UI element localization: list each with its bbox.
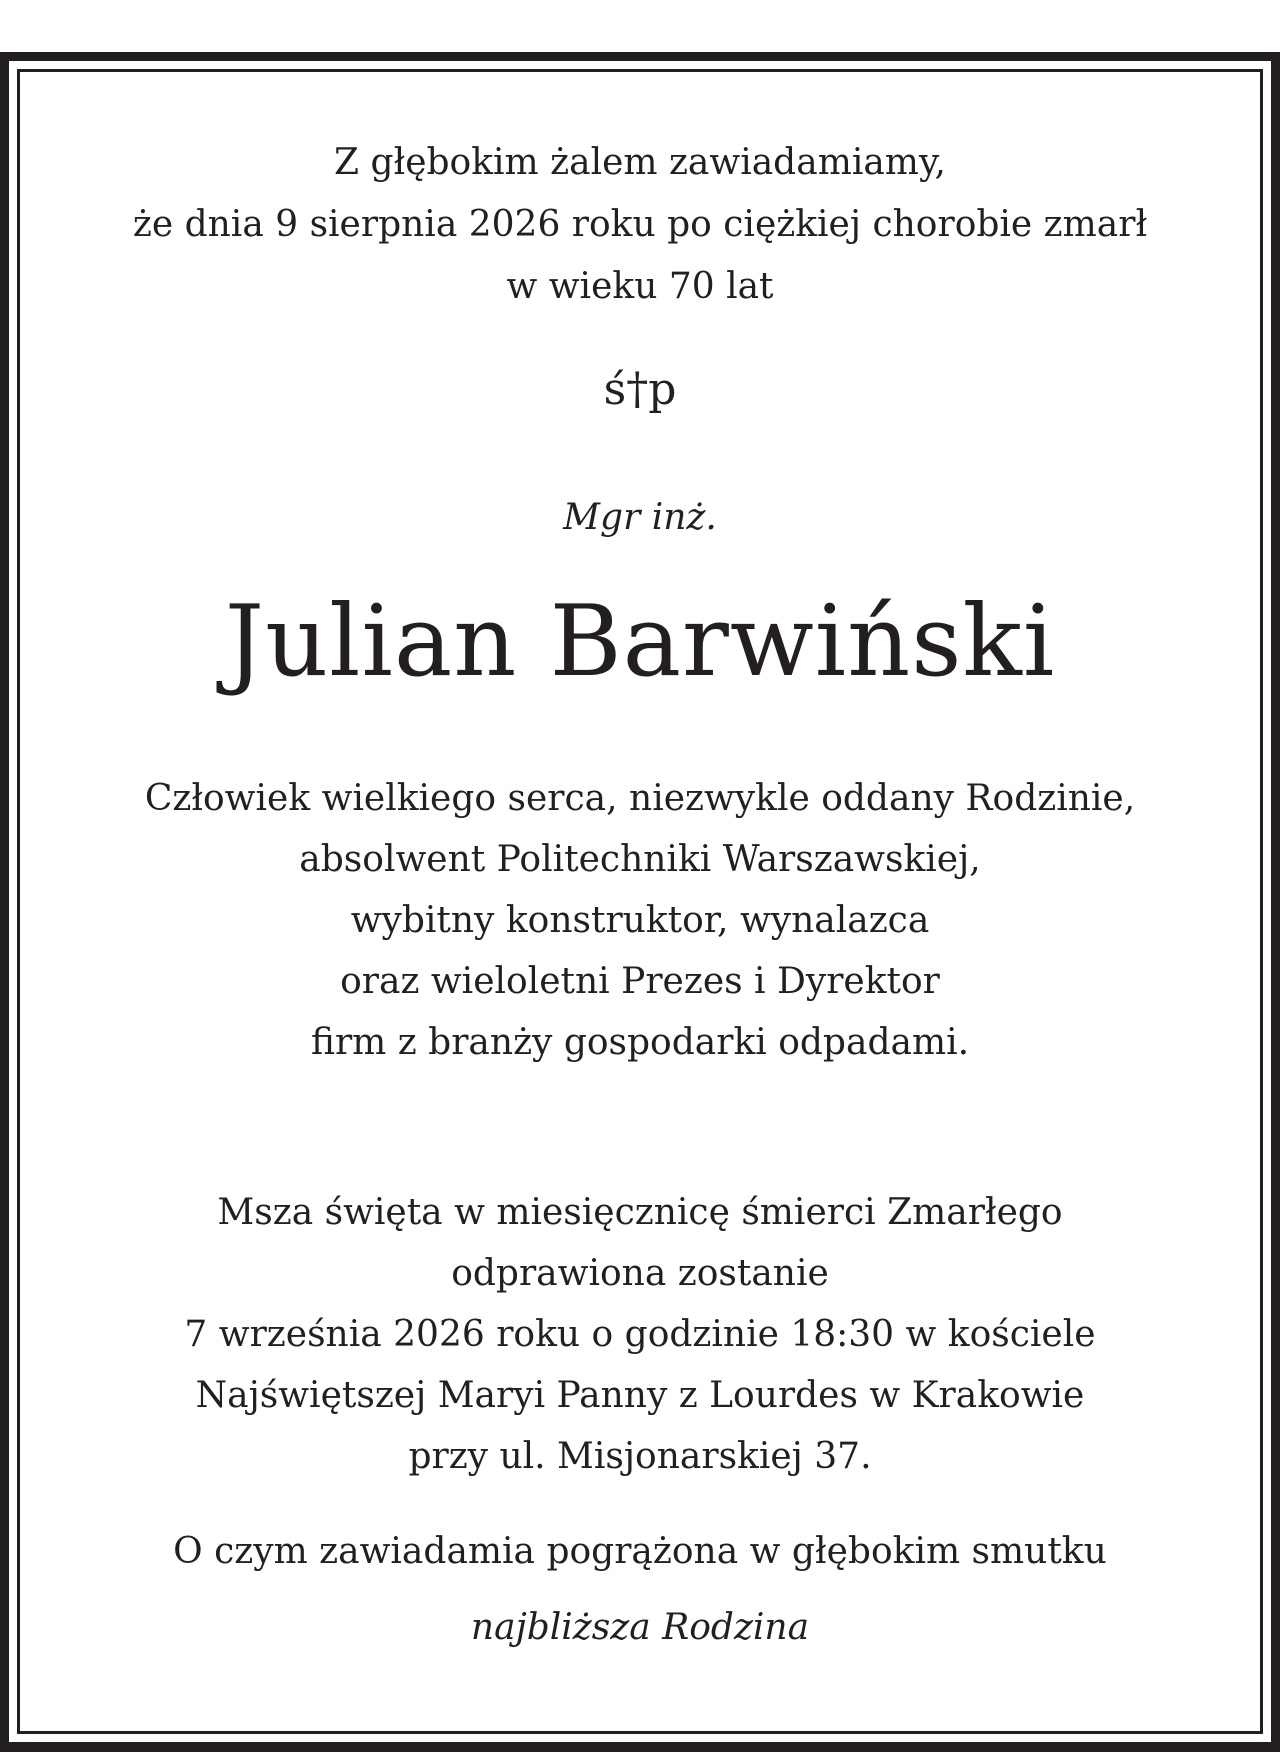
intro-line: że dnia 9 sierpnia 2026 roku po ciężkiej chorobie zmarł — [132, 204, 1148, 245]
biography-line: Człowiek wielkiego serca, niezwykle oddany Rodzinie, — [144, 778, 1136, 819]
mass-line: 7 września 2026 roku o godzinie 18:30 w kościele — [184, 1314, 1096, 1355]
academic-title: Mgr inż. — [563, 497, 717, 538]
intro-block — [20, 132, 1260, 318]
intro-line: w wieku 70 lat — [506, 266, 774, 307]
mass-line: Msza święta w miesięcznicę śmierci Zmarłego — [217, 1192, 1063, 1233]
biography-line: absolwent Politechniki Warszawskiej, — [299, 839, 981, 880]
biography-block — [20, 768, 1260, 1073]
obituary-inner-border — [17, 69, 1263, 1734]
mass-line: przy ul. Misjonarskiej 37. — [408, 1436, 872, 1477]
biography-line: firm z branży gospodarki odpadami. — [310, 1022, 970, 1063]
obituary-outer-border — [0, 52, 1280, 1752]
stp-cross-mark: ś†p — [603, 364, 677, 415]
family-signature: najbliższa Rodzina — [470, 1607, 810, 1648]
intro-line: Z głębokim żalem zawiadamiamy, — [334, 142, 946, 183]
deceased-name: Julian Barwiński — [224, 585, 1056, 699]
mass-line: odprawiona zostanie — [451, 1253, 829, 1294]
mass-line: Najświętszej Maryi Panny z Lourdes w Krakowie — [195, 1375, 1085, 1416]
closing-line: O czym zawiadamia pogrążona w głębokim smutku — [173, 1531, 1107, 1572]
mass-announcement-block — [20, 1182, 1260, 1487]
biography-line: wybitny konstruktor, wynalazca — [350, 900, 930, 941]
biography-line: oraz wieloletni Prezes i Dyrektor — [340, 961, 940, 1002]
